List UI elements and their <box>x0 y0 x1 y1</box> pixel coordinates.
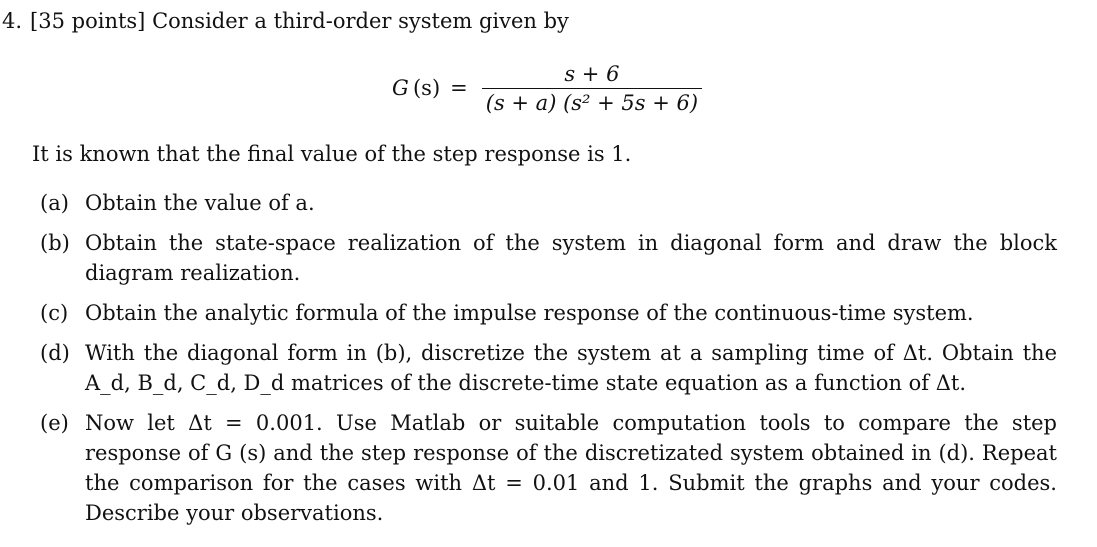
part-label: (c) <box>40 301 69 325</box>
problem-statement: It is known that the final value of the step response is 1. <box>32 142 632 166</box>
part-label: (e) <box>40 411 69 435</box>
problem-parts <box>40 188 1060 538</box>
problem-header <box>2 6 569 36</box>
part-d <box>40 338 1060 398</box>
part-c <box>40 298 1060 328</box>
part-text: Obtain the analytic formula of the impulse response of the continuous-time system. <box>85 301 974 325</box>
part-label: (d) <box>40 341 70 365</box>
part-a <box>40 188 1060 218</box>
part-label: (b) <box>40 231 70 255</box>
problem-points: [35 points] <box>30 9 146 33</box>
equation-equals: = <box>450 76 468 100</box>
part-b <box>40 228 1060 288</box>
equation-numerator: s + 6 <box>564 61 620 86</box>
equation-lhs <box>392 76 440 100</box>
problem-number: 4. <box>2 9 23 33</box>
part-text: Obtain the value of a. <box>85 191 315 215</box>
equation-lhs-arg: (s) <box>412 76 441 100</box>
part-e <box>40 408 1060 528</box>
equation-lhs-fn: G <box>392 76 409 100</box>
part-text: Obtain the state-space realization of the system in diagonal form and draw the block diagram realization. <box>85 231 1057 285</box>
equation-denominator: (s + a) (s² + 5s + 6) <box>485 90 699 115</box>
problem-intro: Consider a third-order system given by <box>152 9 569 33</box>
equation-fraction <box>482 62 702 115</box>
transfer-function-equation <box>392 58 702 118</box>
part-label: (a) <box>40 191 69 215</box>
part-text: With the diagonal form in (b), discretize the system at a sampling time of Δt. Obtain the A_d, B_d, C_d, D_d matrices of the discrete-time state equation as a function of Δt. <box>85 341 1057 395</box>
part-text: Now let Δt = 0.001. Use Matlab or suitable computation tools to compare the step response of G (s) and the step response of the discretizated system obtained in (d). Repeat the comparison for the cases with Δt = 0.01 and 1. Submit the graphs and your codes. Describe your observations. <box>85 411 1057 525</box>
